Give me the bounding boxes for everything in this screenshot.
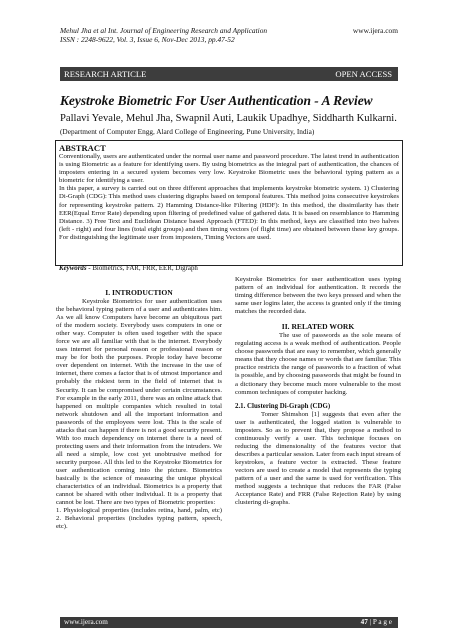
keywords-label: Keywords <box>59 265 87 272</box>
journal-citation: Mehul Jha et al Int. Journal of Engineering Research and Application <box>60 26 268 35</box>
body-paragraph: Keystroke Biometrics for user authentication uses typing pattern of an individual for authentication. It records the timing difference between the two keys pressed and when the same user logins later, the access is granted only if the timing matches the recorded data. <box>235 276 401 316</box>
article-type-band <box>60 67 398 81</box>
running-header <box>60 26 398 44</box>
left-column <box>56 288 222 531</box>
footer-website-link[interactable]: www.ijera.com <box>64 618 108 626</box>
header-website-link[interactable]: www.ijera.com <box>352 26 398 35</box>
abstract-paragraph: Conventionally, users are authenticated under the normal user name and password procedure. The latest trend in authentication is using Biometric as a feature for identifying users. By using biometrics as the integral part of authentication, the chances of imposters entering in a secured system becomes very low. Keystroke Biometric uses the behavioral typing pattern as a biometric for identifying a user. <box>59 153 399 185</box>
page-label: | P a g e <box>369 618 392 626</box>
issn-line: ISSN : 2248-9622, Vol. 3, Issue 6, Nov-Dec 2013, pp.47-52 <box>60 35 235 44</box>
subsection-heading: 2.1. Clustering Di-Graph (CDG) <box>235 402 331 410</box>
body-paragraph: Tomer Shimshon [1] suggests that even after the user is authenticated, the logged station is vulnerable to imposters. So as to prevent that, they propose a method to continuously verify a user. This technique focuses on reducing the dimensionality of the features vector that describes a particular session. Later from each input stream of keystrokes, a feature vector is extracted. These feature vectors are used to create a model that represents the typing pattern of a user and the same is used for verification. This method suggests a technique that reduces the FAR (False Acceptance Rate) and FRR (False Rejection Rate) by using clustering di-graphs. <box>235 410 402 507</box>
access-type-label: OPEN ACCESS <box>335 69 392 79</box>
body-paragraph: Keystroke Biometrics for user authentication uses the behavioral typing pattern of a user and authenticates him. As we all know Computers have become an ubiquitous part of the modern society. Everybody uses computers in one or other way. Computer is often used together with the space force we are all familiar with that is the internet. Everybody uses internet for personal reason or professional reason or may be for both the purposes. People today have become over dependent on internet. With the increase in the use of internet, there comes a factor that is of utmost importance and probably the riskiest term in the field of internet that is Security. It can be compromised under certain circumstances. For example in the early 2011, there was an online attack that happened on multiple companies which resulted in total network shutdown and all the important information and passwords of the employees were lost. This is the scale of attacks that can happen if there is not a good security present. With too much dependency on internet there is a need of protecting users and their information from the intruders. We all need a simple, low cost yet unobtrusive method for security purpose. All this led to the Keystroke Biometrics for user authentication coming into the picture. Biometrics basically is the science of measuring the unique physical characteristics of an individual. Biometrics is a property that cannot be shared with other individual. It is a property that cannot be lost. There are two types of Biometric properties: <box>56 298 222 507</box>
section-heading-related-work: II. RELATED WORK <box>281 322 355 332</box>
body-paragraph: 1. Physiological properties (includes retina, hand, palm, etc) 2. Behavioral properties (includes typing pattern, speech, etc). <box>56 507 222 531</box>
right-column <box>235 276 401 507</box>
abstract-heading: ABSTRACT <box>59 143 106 153</box>
affiliation: (Department of Computer Engg, Alard College of Engineering, Pune University, India) <box>60 127 315 136</box>
page-number <box>361 617 392 628</box>
article-type-label: RESEARCH ARTICLE <box>64 69 147 79</box>
paper-title: Keystroke Biometric For User Authentication - A Review <box>60 93 373 108</box>
section-heading-introduction: I. INTRODUCTION <box>105 288 173 297</box>
abstract-paragraph: In this paper, a survey is carried out on three different approaches that implements keystroke biometric system. 1) Clustering Di-Graph (CDG): This method uses clustering digraphs based on temporal features. This method joins consecutive keystrokes for representing keystroke pattern. 2) Hamming Distance-like Filtering (HDF): In this method, the dissimilarity has their EER(Equal Error Rate) depending upon filtering of predefined value of gathered data. It is based on resemblance to Hamming Distance. 3) Free Text and Euclidean Distance based Approach (FTED): In this method, keys are classified into two halves (left - right) and four lines (total eight groups) and then timing vectors (of flight time) are obtained between these key groups. For distinguishing the legitimate user from imposters, Timing Vectors are used. <box>59 185 399 241</box>
keywords-text: - Biometrics, FAR, FRR, EER, Digraph <box>86 265 198 272</box>
author-list: Pallavi Yevale, Mehul Jha, Swapnil Auti, Laukik Upadhye, Siddharth Kulkarni. <box>60 113 397 124</box>
page-number-value: 47 <box>360 618 368 626</box>
body-paragraph: The use of passwords as the sole means of regulating access is a weak method of authentication. People choose passwords that are easy to remember, which generally means that they choose names or words that are familiar. This practice restricts the range of passwords to a fraction of what is possible, and by choosing passwords that might be found in a dictionary they become much more vulnerable to the most common techniques of computer hacking. <box>235 332 401 396</box>
abstract-body <box>59 153 399 242</box>
footer-band <box>60 617 398 628</box>
keywords-line <box>59 265 399 272</box>
